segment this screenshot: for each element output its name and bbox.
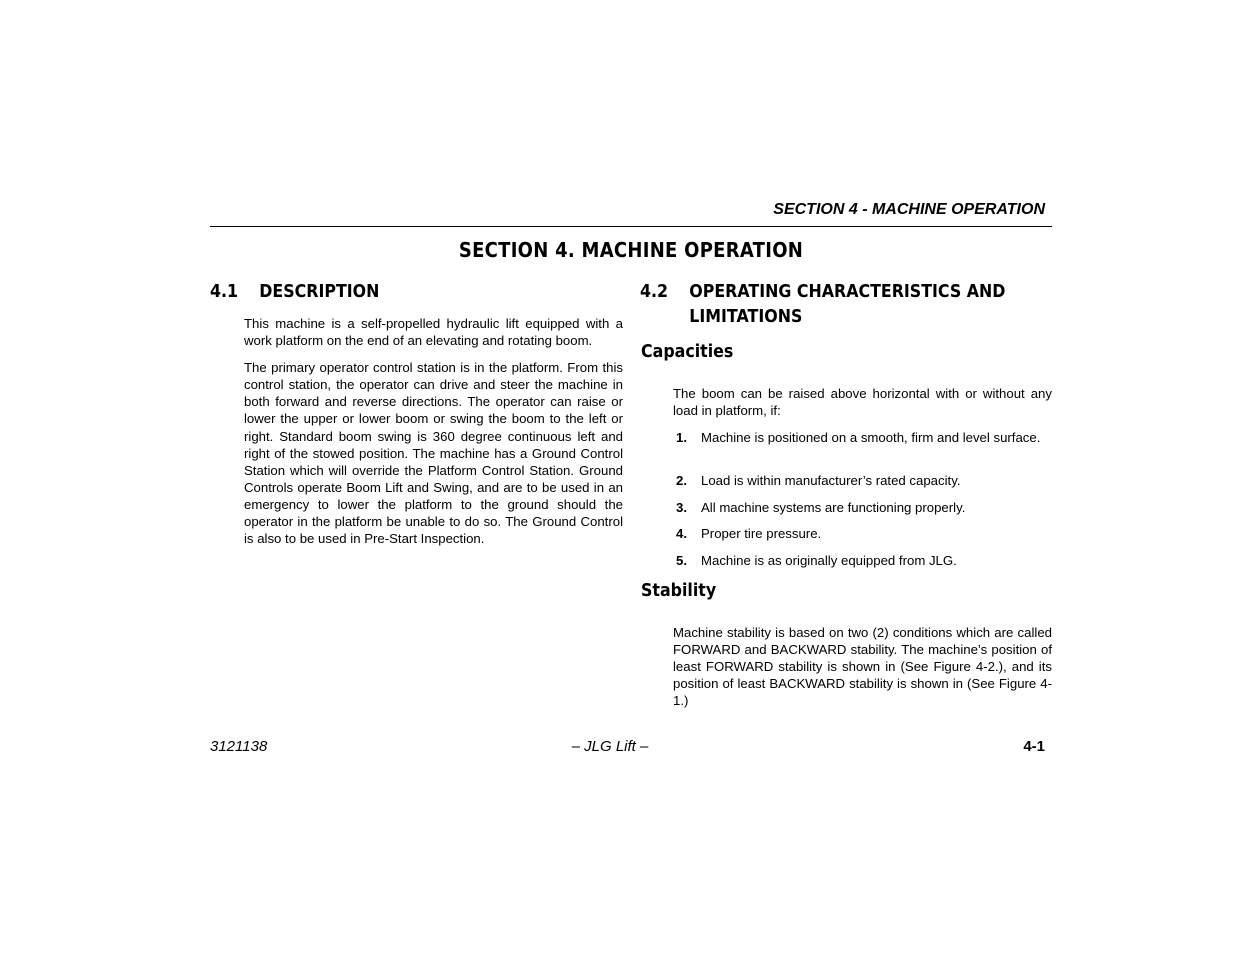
list-item bbox=[676, 472, 1052, 489]
list-item-text: Machine is as originally equipped from JLG. bbox=[701, 553, 957, 568]
stability-body: Machine stability is based on two (2) conditions which are called FORWARD and BACKWARD stability. The machine’s position of least FORWARD stability is shown in (See Figure 4-2.), and its position of least BACKWARD stability is shown in (See Figure 4-1.) bbox=[673, 625, 1052, 709]
heading-4-1-title: DESCRIPTION bbox=[259, 281, 380, 302]
list-item bbox=[676, 429, 1052, 446]
list-item-number: 2. bbox=[676, 473, 687, 488]
list-item-number: 4. bbox=[676, 526, 687, 541]
capacities-intro: The boom can be raised above horizontal with or without any load in platform, if: bbox=[673, 386, 1052, 419]
list-item-number: 5. bbox=[676, 553, 687, 568]
list-item bbox=[676, 525, 1052, 542]
description-body bbox=[244, 315, 623, 557]
list-item bbox=[676, 552, 1052, 569]
heading-4-1 bbox=[210, 279, 379, 304]
list-item-text: Load is within manufacturer’s rated capacity. bbox=[701, 473, 961, 488]
heading-4-2-number: 4.2 bbox=[640, 281, 669, 302]
heading-4-2-title-line-2: LIMITATIONS bbox=[689, 306, 803, 327]
capacities-heading: Capacities bbox=[641, 341, 734, 362]
footer-page-number: 4-1 bbox=[1023, 738, 1045, 755]
heading-4-1-number: 4.1 bbox=[210, 281, 239, 302]
list-item-text: Machine is positioned on a smooth, firm and level surface. bbox=[701, 430, 1041, 445]
description-paragraph-1: This machine is a self-propelled hydraulic lift equipped with a work platform on the end of an elevating and rotating boom. bbox=[244, 316, 623, 349]
list-item-text: Proper tire pressure. bbox=[701, 526, 822, 541]
footer-doc-number: 3121138 bbox=[210, 738, 268, 755]
heading-4-2-title-line-1: OPERATING CHARACTERISTICS AND bbox=[689, 281, 1006, 302]
footer-center: – JLG Lift – bbox=[571, 738, 649, 755]
stability-heading: Stability bbox=[641, 580, 717, 601]
header-rule bbox=[210, 226, 1052, 227]
heading-4-2 bbox=[640, 279, 1005, 329]
list-item bbox=[676, 499, 1052, 516]
list-item-number: 1. bbox=[676, 430, 687, 445]
section-title: SECTION 4. MACHINE OPERATION bbox=[458, 238, 804, 262]
list-item-number: 3. bbox=[676, 500, 687, 515]
heading-4-2-title bbox=[689, 279, 1005, 329]
running-header: SECTION 4 - MACHINE OPERATION bbox=[773, 201, 1045, 218]
description-paragraph-2: The primary operator control station is in the platform. From this control station, the operator can drive and steer the machine in both forward and reverse directions. The operator can raise or lower the upper or lower boom or swing the boom to the left or right. Standard boom swing is 360 degree continuous left and right of the stowed position. The machine has a Ground Control Station which will override the Platform Control Station. Ground Controls operate Boom Lift and Swing, and are to be used in an emergency to lower the platform to the ground should the operator in the platform be unable to do so. The Ground Control is also to be used in Pre-Start Inspection. bbox=[244, 360, 623, 547]
list-item-text: All machine systems are functioning properly. bbox=[701, 500, 966, 515]
